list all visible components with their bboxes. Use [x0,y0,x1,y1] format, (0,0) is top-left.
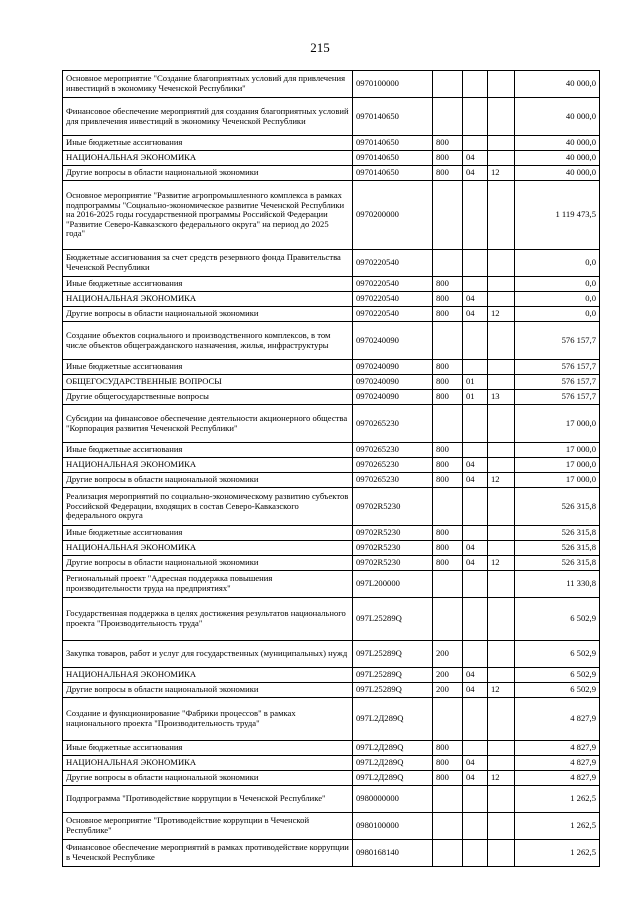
row-amount: 17 000,0 [515,443,600,458]
row-code: 0980168140 [353,840,433,867]
row-expense-type [433,71,463,98]
row-subsection [488,526,515,541]
row-code: 0970265230 [353,405,433,443]
row-amount: 40 000,0 [515,166,600,181]
row-section: 04 [463,307,488,322]
table-row [63,250,600,277]
row-section: 04 [463,683,488,698]
row-amount: 40 000,0 [515,136,600,151]
row-subsection [488,277,515,292]
row-expense-type [433,488,463,526]
row-name: Иные бюджетные ассигнования [63,360,353,375]
row-name: Субсидии на финансовое обеспечение деятельности акционерного общества "Корпорация развития Чеченской Республики" [63,405,353,443]
row-name: НАЦИОНАЛЬНАЯ ЭКОНОМИКА [63,151,353,166]
row-code: 09702R5230 [353,541,433,556]
row-code: 097L2Д289Q [353,698,433,741]
row-section [463,98,488,136]
row-subsection [488,813,515,840]
table-row [63,181,600,250]
row-name: Основное мероприятие "Противодействие коррупции в Чеченской Республике" [63,813,353,840]
table-row [63,756,600,771]
row-expense-type: 800 [433,556,463,571]
row-section: 01 [463,375,488,390]
row-code: 0970240090 [353,375,433,390]
row-code: 097L2Д289Q [353,756,433,771]
row-expense-type: 800 [433,307,463,322]
row-expense-type: 800 [433,166,463,181]
row-subsection [488,98,515,136]
row-subsection [488,292,515,307]
table-row [63,458,600,473]
row-expense-type: 800 [433,458,463,473]
table-row [63,473,600,488]
row-section: 04 [463,556,488,571]
row-subsection: 12 [488,473,515,488]
row-amount: 17 000,0 [515,458,600,473]
row-expense-type: 800 [433,390,463,405]
table-row [63,683,600,698]
row-name: НАЦИОНАЛЬНАЯ ЭКОНОМИКА [63,292,353,307]
table-row [63,813,600,840]
row-expense-type [433,322,463,360]
row-amount: 4 827,9 [515,698,600,741]
table-row [63,786,600,813]
row-subsection [488,360,515,375]
row-code: 0970265230 [353,443,433,458]
row-section [463,571,488,598]
page-number: 215 [310,40,330,55]
row-subsection [488,840,515,867]
row-name: Другие общегосударственные вопросы [63,390,353,405]
table-row [63,840,600,867]
budget-table-body [63,71,600,867]
row-amount: 576 157,7 [515,375,600,390]
row-expense-type: 800 [433,443,463,458]
row-amount: 40 000,0 [515,98,600,136]
table-row [63,598,600,641]
row-code: 0970140650 [353,151,433,166]
row-section [463,277,488,292]
row-amount: 526 315,8 [515,526,600,541]
row-subsection: 12 [488,556,515,571]
row-section [463,360,488,375]
row-expense-type: 800 [433,756,463,771]
row-amount: 4 827,9 [515,771,600,786]
row-code: 0970200000 [353,181,433,250]
row-amount: 0,0 [515,277,600,292]
row-expense-type: 800 [433,541,463,556]
row-subsection: 12 [488,771,515,786]
budget-table [62,70,600,867]
row-code: 0970220540 [353,292,433,307]
row-section [463,443,488,458]
row-name: НАЦИОНАЛЬНАЯ ЭКОНОМИКА [63,541,353,556]
row-name: Финансовое обеспечение мероприятий в рамках противодействие коррупции в Чеченской Республике [63,840,353,867]
row-section [463,181,488,250]
row-amount: 0,0 [515,292,600,307]
row-subsection [488,71,515,98]
row-name: Другие вопросы в области национальной экономики [63,683,353,698]
row-section: 04 [463,473,488,488]
row-amount: 526 315,8 [515,488,600,526]
row-section [463,840,488,867]
row-name: Другие вопросы в области национальной экономики [63,473,353,488]
row-subsection [488,443,515,458]
row-name: Создание и функционирование "Фабрики процессов" в рамках национального проекта "Производительность труда" [63,698,353,741]
table-row [63,641,600,668]
table-row [63,166,600,181]
row-code: 09702R5230 [353,556,433,571]
row-name: Основное мероприятие "Создание благоприятных условий для привлечения инвестиций в экономику Чеченской Республики" [63,71,353,98]
row-code: 097L25289Q [353,683,433,698]
row-section [463,598,488,641]
row-section: 04 [463,151,488,166]
row-amount: 17 000,0 [515,405,600,443]
row-amount: 1 262,5 [515,813,600,840]
row-subsection [488,641,515,668]
row-amount: 11 330,8 [515,571,600,598]
row-section [463,526,488,541]
row-code: 0970265230 [353,473,433,488]
table-row [63,151,600,166]
row-expense-type: 200 [433,683,463,698]
row-expense-type [433,786,463,813]
row-amount: 576 157,7 [515,390,600,405]
row-expense-type: 800 [433,526,463,541]
row-code: 0970140650 [353,136,433,151]
row-code: 0970220540 [353,250,433,277]
table-row [63,292,600,307]
row-name: Иные бюджетные ассигнования [63,443,353,458]
table-row [63,277,600,292]
row-code: 097L25289Q [353,641,433,668]
row-subsection [488,698,515,741]
table-row [63,405,600,443]
row-subsection: 12 [488,307,515,322]
row-section [463,488,488,526]
row-code: 097L2Д289Q [353,771,433,786]
row-expense-type [433,571,463,598]
row-name: Другие вопросы в области национальной экономики [63,771,353,786]
row-expense-type [433,98,463,136]
row-amount: 6 502,9 [515,598,600,641]
row-code: 097L2Д289Q [353,741,433,756]
row-subsection: 13 [488,390,515,405]
row-subsection [488,322,515,360]
row-code: 0970240090 [353,360,433,375]
row-code: 097L25289Q [353,668,433,683]
row-subsection [488,756,515,771]
row-amount: 4 827,9 [515,756,600,771]
row-expense-type [433,181,463,250]
row-subsection [488,458,515,473]
row-code: 0970100000 [353,71,433,98]
row-section [463,405,488,443]
row-section [463,250,488,277]
row-name: Государственная поддержка в целях достижения результатов национального проекта "Производительность труда" [63,598,353,641]
table-row [63,668,600,683]
row-amount: 6 502,9 [515,641,600,668]
row-subsection [488,786,515,813]
row-section [463,136,488,151]
table-row [63,541,600,556]
table-row [63,322,600,360]
row-code: 0970240090 [353,322,433,360]
row-section [463,71,488,98]
row-code: 0970220540 [353,307,433,322]
row-name: Иные бюджетные ассигнования [63,526,353,541]
row-subsection [488,488,515,526]
row-amount: 6 502,9 [515,683,600,698]
row-name: НАЦИОНАЛЬНАЯ ЭКОНОМИКА [63,458,353,473]
row-name: Бюджетные ассигнования за счет средств резервного фонда Правительства Чеченской Республики [63,250,353,277]
row-amount: 1 262,5 [515,840,600,867]
row-expense-type [433,250,463,277]
row-code: 0970240090 [353,390,433,405]
row-amount: 0,0 [515,307,600,322]
row-name: Основное мероприятие "Развитие агропромышленного комплекса в рамках подпрограммы "Социально-экономическое развитие Чеченской Республики на 2016-2025 годы государственной программы Российской Федерации "Развитие Северо-Кавказского федерального округа" на период до 2025 года" [63,181,353,250]
row-expense-type: 800 [433,151,463,166]
row-name: ОБЩЕГОСУДАРСТВЕННЫЕ ВОПРОСЫ [63,375,353,390]
table-row [63,307,600,322]
row-name: Иные бюджетные ассигнования [63,136,353,151]
row-expense-type [433,840,463,867]
row-expense-type [433,405,463,443]
row-subsection [488,151,515,166]
table-row [63,443,600,458]
row-expense-type [433,698,463,741]
row-expense-type: 200 [433,641,463,668]
table-row [63,526,600,541]
row-code: 09702R5230 [353,488,433,526]
row-section: 04 [463,771,488,786]
row-name: Иные бюджетные ассигнования [63,277,353,292]
row-section [463,698,488,741]
row-section: 04 [463,668,488,683]
table-row [63,698,600,741]
row-section [463,322,488,360]
row-expense-type: 800 [433,360,463,375]
row-amount: 526 315,8 [515,541,600,556]
row-amount: 6 502,9 [515,668,600,683]
row-name: Подпрограмма "Противодействие коррупции в Чеченской Республике" [63,786,353,813]
row-amount: 0,0 [515,250,600,277]
row-section [463,813,488,840]
row-section [463,641,488,668]
row-expense-type [433,813,463,840]
table-row [63,136,600,151]
row-name: Другие вопросы в области национальной экономики [63,307,353,322]
table-row [63,571,600,598]
row-expense-type: 800 [433,292,463,307]
table-row [63,556,600,571]
row-section: 04 [463,166,488,181]
row-subsection [488,136,515,151]
row-code: 09702R5230 [353,526,433,541]
row-section: 01 [463,390,488,405]
row-subsection [488,405,515,443]
row-subsection: 12 [488,683,515,698]
row-subsection [488,181,515,250]
row-code: 0970220540 [353,277,433,292]
row-name: Региональный проект "Адресная поддержка повышения производительности труда на предприятиях" [63,571,353,598]
row-amount: 1 119 473,5 [515,181,600,250]
row-subsection [488,598,515,641]
row-section: 04 [463,756,488,771]
row-name: Иные бюджетные ассигнования [63,741,353,756]
row-code: 097L200000 [353,571,433,598]
row-name: Финансовое обеспечение мероприятий для создания благоприятных условий для привлечения инвестиций в экономику Чеченской Республики [63,98,353,136]
table-row [63,741,600,756]
row-amount: 40 000,0 [515,151,600,166]
table-row [63,390,600,405]
row-name: Другие вопросы в области национальной экономики [63,556,353,571]
row-name: Создание объектов социального и производственного комплексов, в том числе объектов общегражданского назначения, жилья, инфраструктуры [63,322,353,360]
table-row [63,98,600,136]
row-code: 0980000000 [353,786,433,813]
row-expense-type: 800 [433,375,463,390]
row-amount: 1 262,5 [515,786,600,813]
row-subsection [488,668,515,683]
row-expense-type: 200 [433,668,463,683]
row-amount: 4 827,9 [515,741,600,756]
row-code: 0980100000 [353,813,433,840]
row-section [463,786,488,813]
row-section: 04 [463,458,488,473]
row-code: 097L25289Q [353,598,433,641]
row-name: НАЦИОНАЛЬНАЯ ЭКОНОМИКА [63,756,353,771]
row-code: 0970140650 [353,98,433,136]
row-amount: 17 000,0 [515,473,600,488]
row-subsection [488,250,515,277]
row-section: 04 [463,292,488,307]
table-row [63,71,600,98]
table-row [63,488,600,526]
row-amount: 576 157,7 [515,360,600,375]
row-subsection [488,741,515,756]
row-amount: 526 315,8 [515,556,600,571]
row-name: Закупка товаров, работ и услуг для государственных (муниципальных) нужд [63,641,353,668]
row-code: 0970265230 [353,458,433,473]
row-name: НАЦИОНАЛЬНАЯ ЭКОНОМИКА [63,668,353,683]
row-name: Реализация мероприятий по социально-экономическому развитию субъектов Российской Федерации, входящих в состав Северо-Кавказского федерального округа [63,488,353,526]
row-subsection [488,571,515,598]
row-name: Другие вопросы в области национальной экономики [63,166,353,181]
row-expense-type: 800 [433,771,463,786]
table-row [63,771,600,786]
table-row [63,375,600,390]
row-expense-type: 800 [433,741,463,756]
row-subsection [488,375,515,390]
row-subsection: 12 [488,166,515,181]
row-section [463,741,488,756]
row-expense-type: 800 [433,277,463,292]
table-row [63,360,600,375]
row-section: 04 [463,541,488,556]
row-expense-type: 800 [433,136,463,151]
row-amount: 576 157,7 [515,322,600,360]
row-subsection [488,541,515,556]
row-code: 0970140650 [353,166,433,181]
row-expense-type [433,598,463,641]
row-expense-type: 800 [433,473,463,488]
row-amount: 40 000,0 [515,71,600,98]
